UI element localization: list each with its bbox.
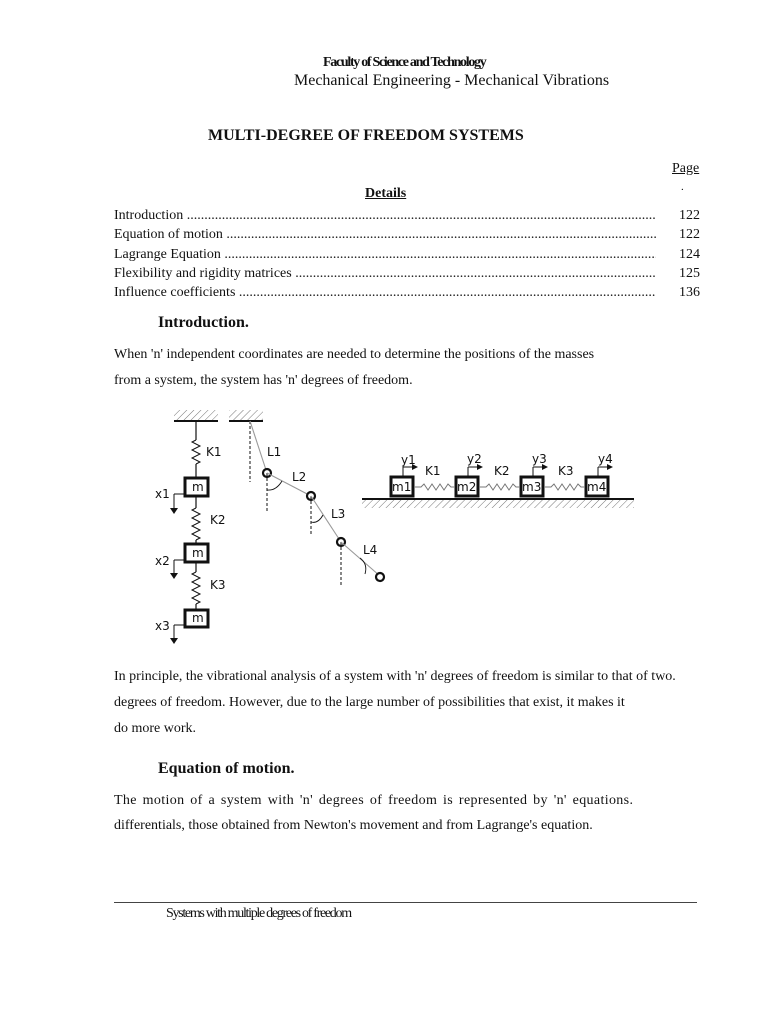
introduction-paragraph-2 — [114, 664, 676, 742]
course-subtitle: Mechanical Engineering - Mechanical Vibrations — [294, 72, 610, 89]
pendulum-link-l1 — [250, 421, 267, 473]
toc-entry-label: Introduction ..... — [114, 206, 656, 225]
mass-label-m4: m4 — [587, 480, 607, 494]
footer-divider — [114, 902, 697, 903]
spring-label-k1: K1 — [206, 445, 222, 459]
toc-entry-label: Equation of motion ..... — [114, 225, 656, 244]
introduction-paragraph-1 — [114, 342, 594, 394]
toc-entry-page: 122 — [679, 227, 700, 243]
text-line: degrees of freedom. However, due to the large number of possibilities that exist, it makes it — [114, 695, 625, 710]
text-line: differentials, those obtained from Newton's movement and from Lagrange's equation. — [114, 818, 593, 833]
horizontal-spring-mass-system — [362, 452, 634, 508]
toc-page-dot: . — [681, 181, 684, 193]
pendulum-support-hatch — [229, 410, 263, 420]
text-line: do more work. — [114, 721, 197, 736]
toc-entry-influence-coefficients[interactable] — [114, 283, 700, 302]
toc-entry-page: 125 — [679, 265, 700, 281]
displacement-label-x3: x3 — [155, 619, 170, 633]
spring-k3-horizontal — [544, 484, 585, 490]
equation-of-motion-paragraph — [114, 788, 633, 838]
link-label-l1: L1 — [267, 445, 282, 459]
displacement-label-y1: y1 — [401, 453, 416, 467]
vertical-spring-mass-system — [155, 410, 226, 644]
mass-1-label: m — [192, 480, 204, 494]
toc-entry-introduction[interactable] — [114, 206, 700, 225]
toc-entry-label: Lagrange Equation ..... — [114, 245, 656, 264]
spring-label-k3: K3 — [210, 578, 226, 592]
footer-text: Systems with multiple degrees of freedom — [166, 906, 351, 921]
displacement-label-y2: y2 — [467, 452, 482, 466]
pendulum-bob-4 — [376, 573, 384, 581]
toc-entry-lagrange-equation[interactable] — [114, 245, 700, 264]
text-line: The motion of a system with 'n' degrees of freedom is represented by 'n' equations. — [114, 793, 634, 808]
faculty-name: Faculty of Science and Technology — [323, 55, 486, 70]
spring-k1-horizontal — [414, 484, 455, 490]
table-of-contents — [114, 206, 700, 302]
spring-k2 — [192, 508, 200, 540]
mass-label-m3: m3 — [522, 480, 542, 494]
spring-label-k2-horizontal: K2 — [494, 464, 510, 478]
toc-entry-label: Flexibility and rigidity matrices ..... — [114, 264, 656, 283]
section-heading-equation-of-motion: Equation of motion. — [158, 760, 295, 777]
toc-page-column-label: Page — [672, 161, 700, 176]
spring-label-k3-horizontal: K3 — [558, 464, 574, 478]
link-label-l2: L2 — [292, 470, 307, 484]
text-line: from a system, the system has 'n' degrees of freedom. — [114, 373, 413, 388]
mass-label-m1: m1 — [392, 480, 412, 494]
displacement-label-x1: x1 — [155, 487, 170, 501]
mass-label-m2: m2 — [457, 480, 477, 494]
spring-k2-horizontal — [479, 484, 520, 490]
spring-k3 — [192, 572, 200, 604]
spring-label-k2: K2 — [210, 513, 226, 527]
mdof-systems-figure — [140, 400, 640, 650]
multiple-pendulum — [229, 410, 384, 585]
mass-3-label: m — [192, 611, 204, 625]
document-title: MULTI-DEGREE OF FREEDOM SYSTEMS — [208, 127, 524, 144]
mass-2-label: m — [192, 546, 204, 560]
spring-k1 — [192, 440, 200, 464]
section-heading-introduction: Introduction. — [158, 314, 249, 331]
floor-hatch — [362, 500, 634, 508]
displacement-label-x2: x2 — [155, 554, 170, 568]
displacement-label-y3: y3 — [532, 452, 547, 466]
toc-entry-flexibility-matrices[interactable] — [114, 264, 700, 283]
toc-entry-page: 122 — [679, 208, 700, 223]
toc-details-label: Details — [365, 186, 407, 201]
text-line: When 'n' independent coordinates are needed to determine the positions of the masses — [114, 347, 595, 362]
spring-label-k1-horizontal: K1 — [425, 464, 441, 478]
link-label-l4: L4 — [363, 543, 378, 557]
text-line: In principle, the vibrational analysis of a system with 'n' degrees of freedom is similar to that of two. — [114, 669, 676, 684]
link-label-l3: L3 — [331, 507, 346, 521]
toc-entry-page: 136 — [679, 285, 700, 301]
toc-entry-page: 124 — [679, 246, 700, 262]
displacement-label-y4: y4 — [598, 452, 613, 466]
ceiling-hatch — [174, 410, 218, 420]
toc-entry-label: Influence coefficients ..... — [114, 283, 656, 302]
toc-entry-equation-of-motion[interactable] — [114, 225, 700, 244]
